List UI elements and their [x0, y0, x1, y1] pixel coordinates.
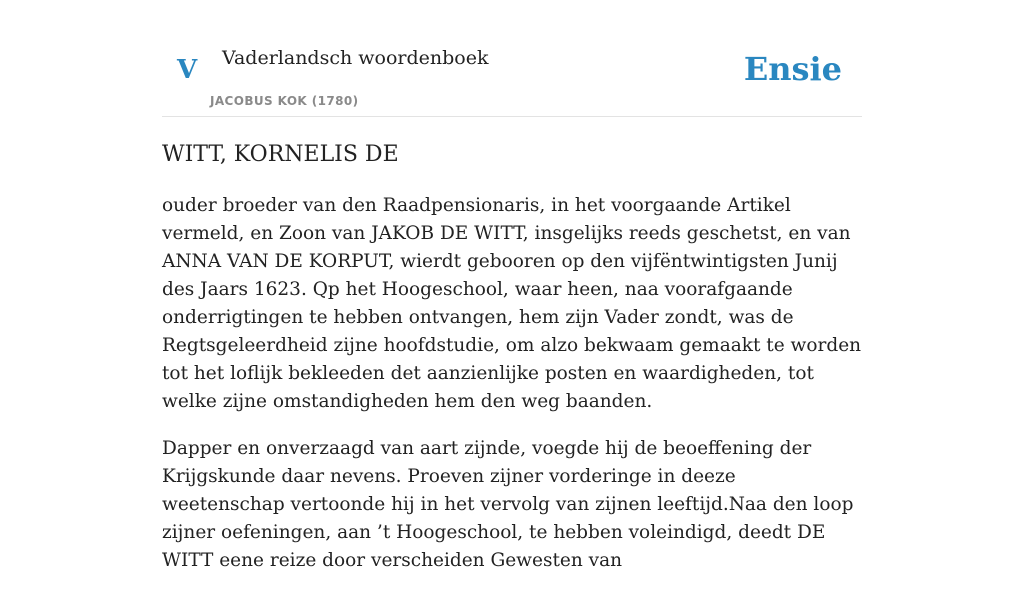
entry-body	[162, 192, 862, 594]
letter-index-link[interactable]: V	[177, 55, 198, 85]
book-header	[162, 0, 862, 117]
entry-paragraph: ouder broeder van den Raadpensionaris, in het voorgaande Artikel vermeld, en Zoon van JAKOB DE WITT, insgelijks reeds geschetst, en van ANNA VAN DE KORPUT, wierdt gebooren op den vijfëntwintigsten Junij des Jaars 1623. Qp het Hoogeschool, waar heen, naa voorafgaande onderrigtingen te hebben ontvangen, hem zijn Vader zondt, was de Regtsgeleerdheid zijne hoofdstudie, om alzo bekwaam gemaakt te worden tot het loflijk bekleeden det aanzienlijke posten en waardigheden, tot welke zijne omstandigheden hem den weg baanden.	[162, 195, 862, 412]
ensie-logo-link[interactable]: Ensie	[743, 50, 842, 88]
book-title-link[interactable]: Vaderlandsch woordenboek	[222, 47, 489, 69]
book-author: JACOBUS KOK (1780)	[210, 94, 359, 108]
entry-title: WITT, KORNELIS DE	[162, 142, 399, 167]
entry-paragraph: Dapper en onverzaagd van aart zijnde, voegde hij de beoeffening der Krijgskunde daar nevens. Proeven zijner vorderinge in deeze weetenschap vertoonde hij in het vervolg van zijnen leeftijd.Naa den loop zijner oefeningen, aan ’t Hoogeschool, te hebben voleindigd, deedt DE WITT eene reize door verscheiden Gewesten van	[162, 438, 854, 571]
